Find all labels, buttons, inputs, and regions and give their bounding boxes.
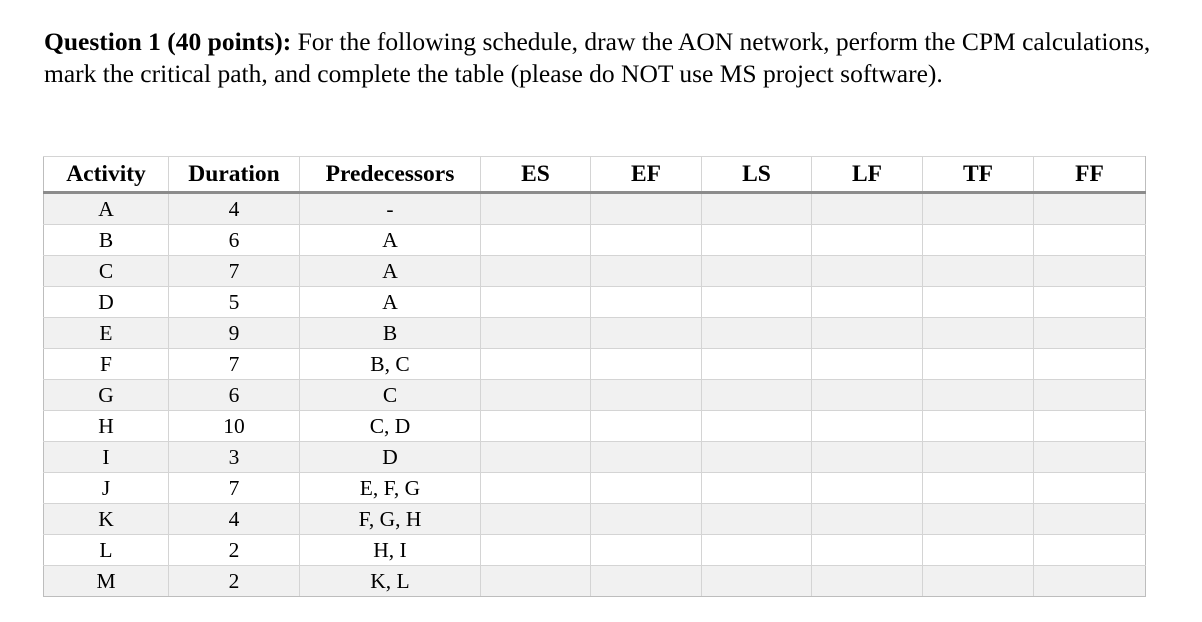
cell-ls [702, 411, 812, 442]
cell-ef [591, 380, 702, 411]
cell-tf [923, 193, 1034, 225]
cell-ff [1034, 225, 1146, 256]
cell-predecessors: C [300, 380, 481, 411]
cell-ef [591, 504, 702, 535]
cell-predecessors: A [300, 287, 481, 318]
table-row [44, 442, 1146, 473]
cell-ef [591, 225, 702, 256]
cell-duration: 6 [169, 380, 300, 411]
cell-activity: D [44, 287, 169, 318]
cell-predecessors: E, F, G [300, 473, 481, 504]
cell-ls [702, 380, 812, 411]
table-row [44, 193, 1146, 225]
column-header-es: ES [481, 157, 591, 193]
column-header-lf: LF [812, 157, 923, 193]
cell-ef [591, 566, 702, 597]
table-row [44, 566, 1146, 597]
cell-activity: F [44, 349, 169, 380]
table-row [44, 411, 1146, 442]
cell-predecessors: A [300, 225, 481, 256]
cell-ff [1034, 566, 1146, 597]
column-header-duration: Duration [169, 157, 300, 193]
column-header-ff: FF [1034, 157, 1146, 193]
cell-ff [1034, 535, 1146, 566]
cell-ff [1034, 287, 1146, 318]
cell-predecessors: B, C [300, 349, 481, 380]
cell-activity: J [44, 473, 169, 504]
cell-ls [702, 566, 812, 597]
cell-tf [923, 256, 1034, 287]
table-row [44, 504, 1146, 535]
table-row [44, 473, 1146, 504]
cell-duration: 6 [169, 225, 300, 256]
cell-tf [923, 380, 1034, 411]
cell-ls [702, 473, 812, 504]
cell-activity: A [44, 193, 169, 225]
table-header-row [44, 157, 1146, 193]
cell-es [481, 566, 591, 597]
cell-es [481, 256, 591, 287]
cell-ff [1034, 442, 1146, 473]
cell-duration: 2 [169, 566, 300, 597]
cell-ls [702, 318, 812, 349]
cell-ls [702, 349, 812, 380]
cell-ls [702, 504, 812, 535]
cell-lf [812, 318, 923, 349]
cell-tf [923, 287, 1034, 318]
cell-ls [702, 193, 812, 225]
cell-ls [702, 442, 812, 473]
cell-ef [591, 287, 702, 318]
cell-ls [702, 256, 812, 287]
cell-activity: G [44, 380, 169, 411]
column-header-predecessors: Predecessors [300, 157, 481, 193]
cell-duration: 7 [169, 349, 300, 380]
table-row [44, 318, 1146, 349]
cell-tf [923, 473, 1034, 504]
table-row [44, 349, 1146, 380]
cell-predecessors: C, D [300, 411, 481, 442]
cell-es [481, 287, 591, 318]
cell-lf [812, 442, 923, 473]
cell-ef [591, 442, 702, 473]
cell-duration: 4 [169, 504, 300, 535]
cell-ff [1034, 193, 1146, 225]
cell-tf [923, 535, 1034, 566]
cell-lf [812, 473, 923, 504]
cell-tf [923, 349, 1034, 380]
cell-duration: 5 [169, 287, 300, 318]
cell-predecessors: A [300, 256, 481, 287]
cell-tf [923, 442, 1034, 473]
cell-tf [923, 566, 1034, 597]
cell-duration: 2 [169, 535, 300, 566]
cell-es [481, 349, 591, 380]
cell-ef [591, 473, 702, 504]
cell-lf [812, 566, 923, 597]
cell-ls [702, 287, 812, 318]
cell-predecessors: - [300, 193, 481, 225]
cell-tf [923, 318, 1034, 349]
cell-lf [812, 193, 923, 225]
cell-es [481, 442, 591, 473]
column-header-activity: Activity [44, 157, 169, 193]
cell-lf [812, 504, 923, 535]
cell-predecessors: F, G, H [300, 504, 481, 535]
cell-predecessors: D [300, 442, 481, 473]
cell-tf [923, 225, 1034, 256]
cell-activity: I [44, 442, 169, 473]
table-row [44, 380, 1146, 411]
cell-predecessors: B [300, 318, 481, 349]
cell-ff [1034, 349, 1146, 380]
cell-es [481, 411, 591, 442]
cell-ef [591, 256, 702, 287]
column-header-ef: EF [591, 157, 702, 193]
table-row [44, 287, 1146, 318]
cell-ef [591, 535, 702, 566]
cell-es [481, 380, 591, 411]
cell-ef [591, 193, 702, 225]
cell-duration: 3 [169, 442, 300, 473]
table-row [44, 535, 1146, 566]
cell-es [481, 225, 591, 256]
cell-ff [1034, 473, 1146, 504]
question-text [44, 26, 1154, 90]
column-header-ls: LS [702, 157, 812, 193]
cell-tf [923, 504, 1034, 535]
cell-duration: 7 [169, 473, 300, 504]
cell-lf [812, 380, 923, 411]
cell-tf [923, 411, 1034, 442]
cell-activity: K [44, 504, 169, 535]
cell-ff [1034, 256, 1146, 287]
cell-activity: B [44, 225, 169, 256]
cell-ls [702, 225, 812, 256]
cell-ef [591, 349, 702, 380]
cell-lf [812, 411, 923, 442]
cell-es [481, 318, 591, 349]
cell-ef [591, 411, 702, 442]
cell-predecessors: H, I [300, 535, 481, 566]
cell-es [481, 193, 591, 225]
cell-duration: 7 [169, 256, 300, 287]
cell-ff [1034, 504, 1146, 535]
cell-lf [812, 287, 923, 318]
cell-activity: H [44, 411, 169, 442]
cell-activity: M [44, 566, 169, 597]
cell-activity: C [44, 256, 169, 287]
column-header-tf: TF [923, 157, 1034, 193]
table-body [44, 193, 1146, 597]
cell-predecessors: K, L [300, 566, 481, 597]
cell-lf [812, 225, 923, 256]
cell-duration: 10 [169, 411, 300, 442]
table-row [44, 256, 1146, 287]
cell-lf [812, 535, 923, 566]
cell-activity: L [44, 535, 169, 566]
cell-ls [702, 535, 812, 566]
cell-es [481, 473, 591, 504]
table-row [44, 225, 1146, 256]
question-body: For the following schedule, draw the AON network, perform the CPM calculations, mark the critical path, and complete the table (please do NOT use MS project software). [44, 27, 1151, 88]
cell-lf [812, 349, 923, 380]
cell-lf [812, 256, 923, 287]
cell-duration: 4 [169, 193, 300, 225]
cell-ff [1034, 318, 1146, 349]
cell-activity: E [44, 318, 169, 349]
cell-ef [591, 318, 702, 349]
cell-ff [1034, 411, 1146, 442]
question-label: Question 1 (40 points): [44, 27, 292, 56]
schedule-table [43, 156, 1146, 597]
cell-es [481, 535, 591, 566]
cell-es [481, 504, 591, 535]
cell-duration: 9 [169, 318, 300, 349]
cell-ff [1034, 380, 1146, 411]
